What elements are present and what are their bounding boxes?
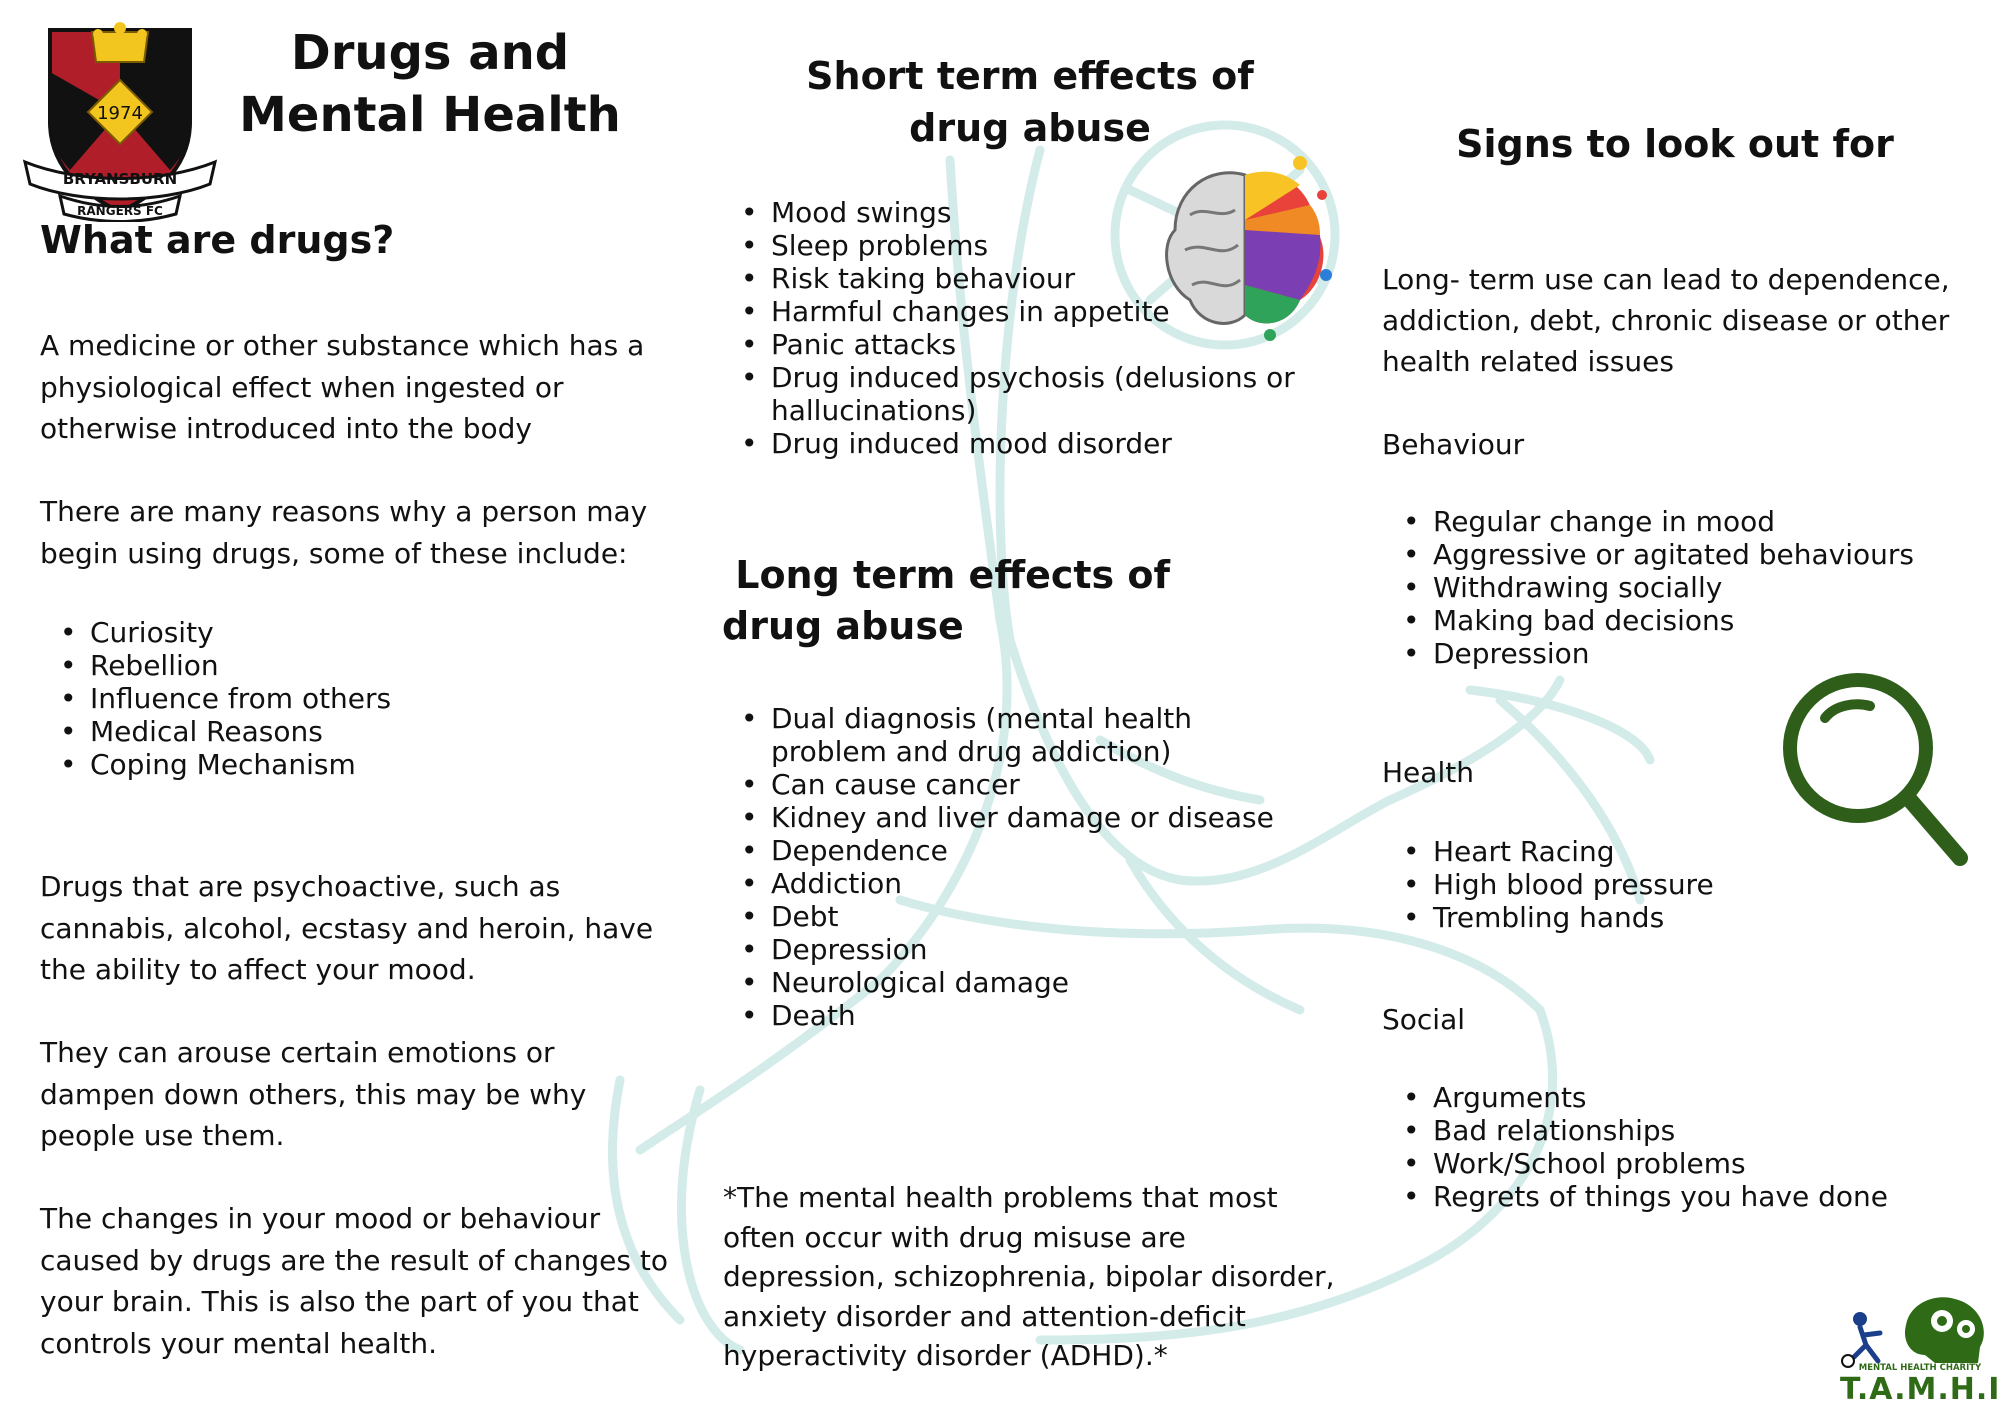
list-item: • Making bad decisions: [1433, 604, 1973, 637]
social-label: Social: [1382, 1003, 1466, 1036]
crest-name-bottom: RANGERS FC: [77, 204, 163, 218]
page-title: Drugs and Mental Health: [239, 25, 621, 143]
list-item: • Regrets of things you have done: [1433, 1180, 1973, 1213]
magnifier-icon: [1770, 660, 1970, 880]
short-term-effects-list: [771, 196, 1311, 460]
list-item: • Dual diagnosis (mental health problem and drug addiction): [771, 702, 1311, 768]
club-crest-logo: [20, 12, 220, 222]
reasons-intro: There are many reasons why a person may begin using drugs, some of these include:: [40, 495, 648, 570]
signs-heading: Signs to look out for: [1456, 122, 1894, 166]
social-list: [1433, 1081, 1973, 1213]
list-item: • Aggressive or agitated behaviours: [1433, 538, 1973, 571]
tamhi-caption: MENTAL HEALTH CHARITY: [1858, 1363, 1982, 1373]
list-item: • Harmful changes in appetite: [771, 295, 1311, 328]
tamhi-name: T.A.M.H.I: [1840, 1372, 2000, 1407]
brain-changes-text: The changes in your mood or behaviour caused by drugs are the result of changes to your brain. This is also the part of you that controls your mental health.: [40, 1202, 669, 1360]
behaviour-list: [1433, 505, 1973, 670]
list-item: • Coping Mechanism: [90, 748, 391, 781]
list-item: • Dependence: [771, 834, 1311, 867]
list-item: • Bad relationships: [1433, 1114, 1973, 1147]
list-item: • Curiosity: [90, 616, 391, 649]
long-term-intro: Long- term use can lead to dependence, addiction, debt, chronic disease or other health related issues: [1382, 263, 1950, 378]
list-item: • Can cause cancer: [771, 768, 1311, 801]
list-item: • Drug induced mood disorder: [771, 427, 1311, 460]
crest-name-top: BRYANSBURN: [62, 170, 178, 188]
drug-definition: A medicine or other substance which has a physiological effect when ingested or otherwise introduced into the body: [40, 329, 645, 445]
health-label: Health: [1382, 756, 1474, 789]
long-term-heading: [722, 550, 1242, 652]
list-item: • Arguments: [1433, 1081, 1973, 1114]
long-term-effects-list: [771, 702, 1311, 1032]
list-item: • Medical Reasons: [90, 715, 391, 748]
list-item: • High blood pressure: [1433, 868, 1973, 901]
list-item: • Heart Racing: [1433, 835, 1973, 868]
crest-year: 1974: [97, 103, 143, 124]
list-item: • Risk taking behaviour: [771, 262, 1311, 295]
psychoactive-text: Drugs that are psychoactive, such as cannabis, alcohol, ecstasy and heroin, have the ability to affect your mood.: [40, 870, 654, 986]
list-item: • Regular change in mood: [1433, 505, 1973, 538]
list-item: • Death: [771, 999, 1311, 1032]
list-item: • Trembling hands: [1433, 901, 1973, 934]
short-term-heading: Short term effects of drug abuse: [806, 54, 1254, 150]
list-item: • Kidney and liver damage or disease: [771, 801, 1311, 834]
list-item: • Rebellion: [90, 649, 391, 682]
list-item: • Panic attacks: [771, 328, 1311, 361]
list-item: • Depression: [771, 933, 1311, 966]
footnote-text: *The mental health problems that most often occur with drug misuse are depression, schizophrenia, bipolar disorder, anxiety disorder and attention-deficit hyperactivity disorder (ADHD).*: [723, 1181, 1335, 1372]
list-item: • Work/School problems: [1433, 1147, 1973, 1180]
list-item: • Depression: [1433, 637, 1973, 670]
long-term-heading-text: Long term effects of drug abuse: [722, 553, 1171, 648]
list-item: • Addiction: [771, 867, 1311, 900]
behaviour-label: Behaviour: [1382, 428, 1525, 461]
list-item: • Neurological damage: [771, 966, 1311, 999]
list-item: • Drug induced psychosis (delusions or hallucinations): [771, 361, 1311, 427]
list-item: • Withdrawing socially: [1433, 571, 1973, 604]
list-item: • Debt: [771, 900, 1311, 933]
list-item: • Influence from others: [90, 682, 391, 715]
what-are-drugs-heading: What are drugs?: [40, 218, 395, 262]
reasons-list: [90, 616, 391, 781]
list-item: • Mood swings: [771, 196, 1311, 229]
list-item: • Sleep problems: [771, 229, 1311, 262]
emotions-text: They can arouse certain emotions or dampen down others, this may be why people use them.: [40, 1036, 587, 1152]
